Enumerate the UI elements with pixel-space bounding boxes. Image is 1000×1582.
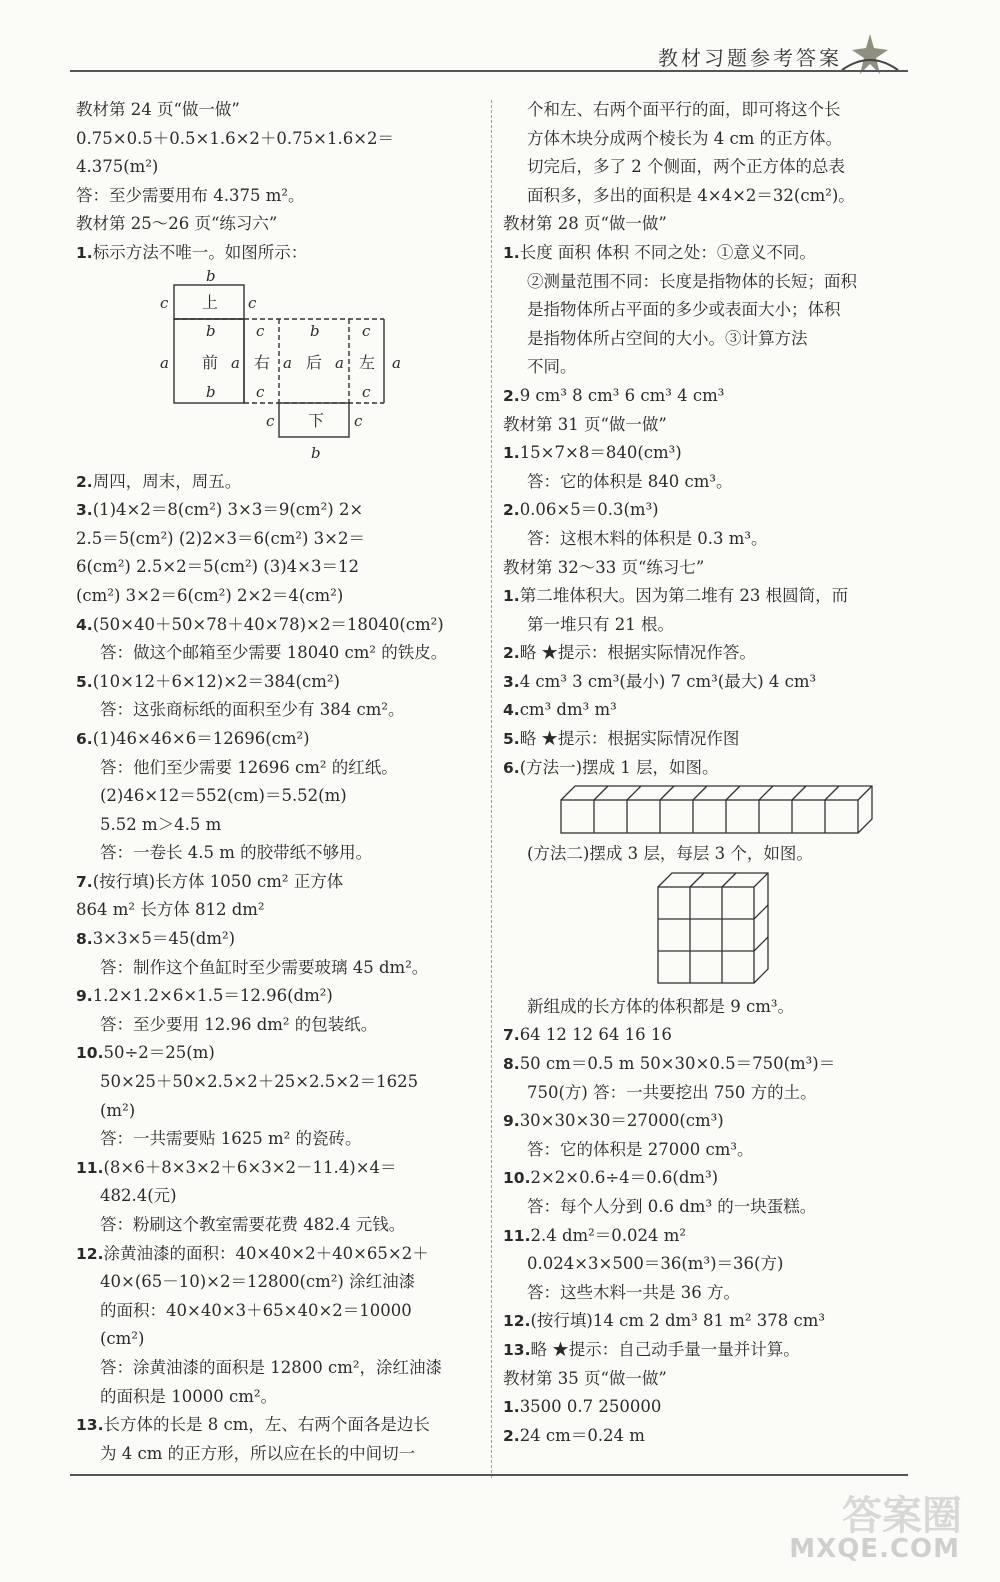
answer-6	[503, 754, 907, 783]
answer-1	[503, 582, 907, 611]
question-number: 3.	[503, 672, 520, 691]
cube-row-diagram	[503, 782, 907, 840]
answer-text: 略 ★提示：根据实际情况作答。	[519, 643, 756, 663]
question-number: 9.	[503, 1112, 520, 1131]
answer-8	[503, 1050, 907, 1079]
answer-line: 50×25＋50×2.5×2＋25×2.5×2＝1625	[100, 1072, 419, 1092]
answer-line: 482.4(元)	[100, 1186, 177, 1206]
net-label-b: b	[311, 443, 321, 462]
answer-line: 第一堆只有 21 根。	[527, 614, 674, 634]
question-number: 1.	[503, 243, 520, 262]
answer-line: (方法二)摆成 3 层，每层 3 个，如图。	[527, 844, 813, 864]
header-rule	[70, 70, 908, 72]
answer-line: 864 m² 长方体 812 dm²	[76, 900, 265, 920]
answer-2	[503, 1422, 907, 1451]
answer-text: 略 ★提示：根据实际情况作图	[519, 729, 740, 749]
answer-line: 4.375(m²)	[76, 157, 159, 177]
answer-line: 答：涂黄油漆的面积是 12800 cm²，涂红油漆	[100, 1357, 442, 1377]
answer-text: 3500 0.7 250000	[519, 1397, 662, 1417]
net-label-c: c	[266, 411, 275, 430]
net-label-c: c	[248, 293, 257, 312]
question-number: 4.	[76, 615, 93, 634]
cube-stack-diagram	[503, 869, 907, 993]
net-label-a: a	[335, 353, 344, 372]
net-label-c: c	[362, 321, 371, 340]
cube-net-figure	[76, 268, 480, 468]
answer-2	[503, 639, 907, 668]
answer-13	[503, 1336, 907, 1365]
answer-text: (1)46×46×6＝12696(cm²)	[92, 728, 310, 748]
question-number: 5.	[76, 672, 93, 691]
answer-5	[503, 725, 907, 754]
question-number: 3.	[76, 501, 93, 520]
answer-line: 个和左、右两个面平行的面，即可将这个长	[527, 100, 841, 119]
section-heading: 教材第 35 页“做一做”	[503, 1368, 667, 1388]
answer-text: 涂黄油漆的面积：40×40×2＋40×65×2＋	[103, 1243, 429, 1263]
answer-4	[503, 696, 907, 725]
answer-line: 40×(65－10)×2＝12800(cm²) 涂红油漆	[100, 1272, 416, 1292]
answer-line: 答：每个人分到 0.6 dm³ 的一块蛋糕。	[527, 1197, 817, 1216]
net-label-c: c	[160, 293, 169, 312]
section-heading: 教材第 31 页“做一做”	[503, 414, 667, 434]
question-number: 11.	[76, 1158, 104, 1177]
question-12	[76, 1240, 480, 1269]
answer-line: 答：这根木料的体积是 0.3 m³。	[527, 528, 768, 548]
answer-line: 答：至少要用 12.96 dm² 的包装纸。	[100, 1014, 378, 1034]
net-label-c: c	[256, 382, 265, 401]
question-number: 13.	[503, 1340, 531, 1359]
answer-line: 方体木块分成两个棱长为 4 cm 的正方体。	[527, 128, 843, 148]
question-number: 6.	[503, 758, 520, 777]
question-2	[76, 468, 480, 497]
question-number: 10.	[503, 1169, 531, 1188]
answer-text: (方法一)摆成 1 层，如图。	[519, 757, 719, 777]
answer-line: 切完后，多了 2 个侧面，两个正方体的总表	[527, 157, 845, 177]
question-number: 8.	[503, 1055, 520, 1074]
answer-line: 不同。	[527, 357, 577, 377]
answer-text: 9 cm³ 8 cm³ 6 cm³ 4 cm³	[519, 385, 725, 405]
answer-line: 是指物体所占平面的多少或表面大小；体积	[527, 300, 841, 320]
answer-line: (cm²)	[100, 1329, 145, 1349]
question-8	[76, 925, 480, 954]
answer-line: 750(方) 答：一共要挖出 750 方的土。	[527, 1082, 817, 1102]
question-9	[76, 982, 480, 1011]
answer-line: 答：它的体积是 27000 cm³。	[527, 1139, 754, 1159]
answer-text: (1)4×2＝8(cm²) 3×3＝9(cm²) 2×	[92, 500, 364, 520]
question-number: 1.	[76, 243, 93, 262]
answer-text: 15×7×8＝840(cm³)	[519, 443, 682, 463]
question-number: 1.	[503, 1398, 520, 1417]
watermark-text: 答案圈	[842, 1493, 962, 1539]
answer-text: cm³ dm³ m³	[519, 700, 617, 720]
question-number: 8.	[76, 930, 93, 949]
question-11	[76, 1154, 480, 1183]
answer-line: 6(cm²) 2.5×2＝5(cm²) (3)4×3＝12	[76, 557, 359, 577]
net-face-bottom: 下	[308, 410, 325, 430]
answer-line: 5.52 m＞4.5 m	[100, 814, 222, 834]
question-13	[76, 1411, 480, 1440]
answer-text: 略 ★提示：自己动手量一量并计算。	[530, 1339, 800, 1359]
question-number: 4.	[503, 701, 520, 720]
section-heading: 教材第 32～33 页“练习七”	[503, 557, 705, 577]
answer-1	[503, 1393, 907, 1422]
answer-text: 长度 面积 体积 不同之处：①意义不同。	[519, 242, 816, 262]
answer-line: 答：一卷长 4.5 m 的胶带纸不够用。	[100, 843, 373, 863]
answer-line: 2.5＝5(cm²) (2)2×3＝6(cm²) 3×2＝	[76, 528, 365, 548]
net-face-back: 后	[306, 352, 323, 372]
net-label-a: a	[160, 353, 169, 372]
answer-1	[503, 439, 907, 468]
answer-line: 是指物体所占空间的大小。③计算方法	[527, 328, 808, 348]
answer-9	[503, 1107, 907, 1136]
answer-line: 的面积是 10000 cm²。	[100, 1386, 277, 1406]
answer-line: 为 4 cm 的正方形，所以应在长的中间切一	[100, 1443, 416, 1463]
question-number: 5.	[503, 730, 520, 749]
answer-line: 新组成的长方体的体积都是 9 cm³。	[527, 996, 794, 1016]
net-label-a: a	[283, 353, 292, 372]
answer-line: 答：制作这个鱼缸时至少需要玻璃 45 dm²。	[100, 957, 429, 977]
question-number: 2.	[503, 386, 520, 405]
answer-3	[503, 668, 907, 697]
answer-text: (50×40＋50×78＋40×78)×2＝18040(cm²)	[92, 614, 444, 634]
question-3	[76, 496, 480, 525]
answer-line: 答：他们至少需要 12696 cm² 的红纸。	[100, 757, 398, 777]
question-number: 2.	[503, 1426, 520, 1445]
answer-line: 答：做这个邮箱至少需要 18040 cm² 的铁皮。	[100, 643, 448, 663]
net-label-b: b	[206, 321, 216, 340]
answer-line: 答：一共需要贴 1625 m² 的瓷砖。	[100, 1129, 362, 1149]
question-number: 13.	[76, 1416, 104, 1435]
net-label-c: c	[362, 382, 371, 401]
answer-text: 0.06×5＝0.3(m³)	[519, 500, 659, 520]
answer-text: 2.4 dm²＝0.024 m²	[530, 1225, 687, 1245]
answer-line: 答：这些木料一共是 36 方。	[527, 1282, 740, 1302]
answer-line: (m²)	[100, 1100, 136, 1120]
left-column	[76, 96, 480, 1468]
answer-text: 4 cm³ 3 cm³(最小) 7 cm³(最大) 4 cm³	[519, 671, 817, 691]
answer-line: ②测量范围不同：长度是指物体的长短；面积	[527, 271, 857, 291]
answer-11	[503, 1222, 907, 1251]
section-heading: 教材第 25～26 页“练习六”	[76, 214, 278, 234]
question-number: 9.	[76, 987, 93, 1006]
answer-line: 答：粉刷这个教室需要花费 482.4 元钱。	[100, 1215, 406, 1234]
answer-7	[503, 1021, 907, 1050]
answer-text: 24 cm＝0.24 m	[519, 1425, 645, 1445]
answer-line: 面积多，多出的面积是 4×4×2＝32(cm²)。	[527, 185, 855, 205]
answer-text: (10×12＋6×12)×2＝384(cm²)	[92, 671, 340, 691]
answer-line: (cm²) 3×2＝6(cm²) 2×2＝4(cm²)	[76, 585, 344, 605]
answer-text: 64 12 12 64 16 16	[519, 1025, 672, 1045]
answer-10	[503, 1164, 907, 1193]
question-number: 1.	[503, 587, 520, 606]
answer-1	[503, 239, 907, 268]
right-column	[503, 96, 907, 1450]
answer-line: 答：至少需要用布 4.375 m²。	[76, 185, 305, 205]
question-10	[76, 1039, 480, 1068]
answer-line: 答：它的体积是 840 cm³。	[527, 471, 733, 491]
cube-net-diagram	[76, 268, 480, 468]
column-divider	[491, 100, 492, 1478]
answer-text: 30×30×30＝27000(cm³)	[519, 1111, 724, 1131]
answer-text: 周四，周末，周五。	[92, 471, 242, 491]
net-label-b: b	[206, 382, 216, 401]
question-number: 6.	[76, 729, 93, 748]
answer-text: 3×3×5＝45(dm²)	[92, 929, 236, 949]
question-number: 7.	[503, 1026, 520, 1045]
cube-stack-figure	[503, 869, 907, 993]
answer-text: 2×2×0.6÷4＝0.6(dm³)	[530, 1168, 719, 1188]
answer-text: 长方体的长是 8 cm，左、右两个面各是边长	[103, 1415, 430, 1435]
cube-row-figure	[503, 782, 907, 840]
question-number: 12.	[76, 1244, 104, 1263]
question-number: 2.	[503, 644, 520, 663]
answer-2	[503, 496, 907, 525]
net-face-top: 上	[202, 292, 219, 312]
answer-text: 50 cm＝0.5 m 50×30×0.5＝750(m³)＝	[519, 1054, 836, 1074]
answer-line: 的面积：40×40×3＋65×40×2＝10000	[100, 1300, 412, 1320]
net-label-b: b	[310, 321, 320, 340]
section-heading: 教材第 28 页“做一做”	[503, 214, 667, 234]
section-heading: 教材第 24 页“做一做”	[76, 100, 240, 119]
question-number: 2.	[76, 472, 93, 491]
net-face-right: 右	[254, 352, 271, 372]
question-5	[76, 668, 480, 697]
net-face-front: 前	[202, 352, 219, 372]
answer-text: 50÷2＝25(m)	[103, 1043, 215, 1063]
net-label-a: a	[231, 353, 240, 372]
net-label-b: b	[206, 267, 216, 285]
net-label-c: c	[256, 321, 265, 340]
question-number: 12.	[503, 1312, 531, 1331]
answer-text: 第二堆体积大。因为第二堆有 23 根圆筒，而	[519, 586, 849, 606]
answer-2	[503, 382, 907, 411]
question-number: 10.	[76, 1044, 104, 1063]
question-1	[76, 239, 480, 268]
answer-line: 答：这张商标纸的面积至少有 384 cm²。	[100, 700, 405, 720]
watermark-logo	[780, 1474, 980, 1574]
question-number: 7.	[76, 872, 93, 891]
question-6	[76, 725, 480, 754]
question-number: 2.	[503, 501, 520, 520]
question-4	[76, 611, 480, 640]
answer-text: (8×6＋8×3×2＋6×3×2－11.4)×4＝	[103, 1157, 397, 1177]
answer-text: (按行填)长方体 1050 cm² 正方体	[92, 871, 344, 891]
answer-line: 0.024×3×500＝36(m³)＝36(方)	[527, 1254, 784, 1274]
answer-line: (2)46×12＝552(cm)＝5.52(m)	[100, 786, 347, 806]
net-label-a: a	[392, 353, 401, 372]
question-number: 1.	[503, 444, 520, 463]
answer-text: 标示方法不唯一。如图所示：	[92, 242, 308, 262]
question-number: 11.	[503, 1226, 531, 1245]
answer-12	[503, 1307, 907, 1336]
question-7	[76, 868, 480, 897]
watermark-url: MXQE.COM	[789, 1534, 960, 1564]
answer-text: 1.2×1.2×6×1.5＝12.96(dm²)	[92, 986, 333, 1006]
answer-text: (按行填)14 cm 2 dm³ 81 m² 378 cm³	[530, 1311, 826, 1331]
net-face-left: 左	[359, 352, 376, 372]
header-title: 教材习题参考答案	[658, 46, 842, 70]
net-label-c: c	[354, 411, 363, 430]
answer-line: 0.75×0.5＋0.5×1.6×2＋0.75×1.6×2＝	[76, 128, 395, 148]
